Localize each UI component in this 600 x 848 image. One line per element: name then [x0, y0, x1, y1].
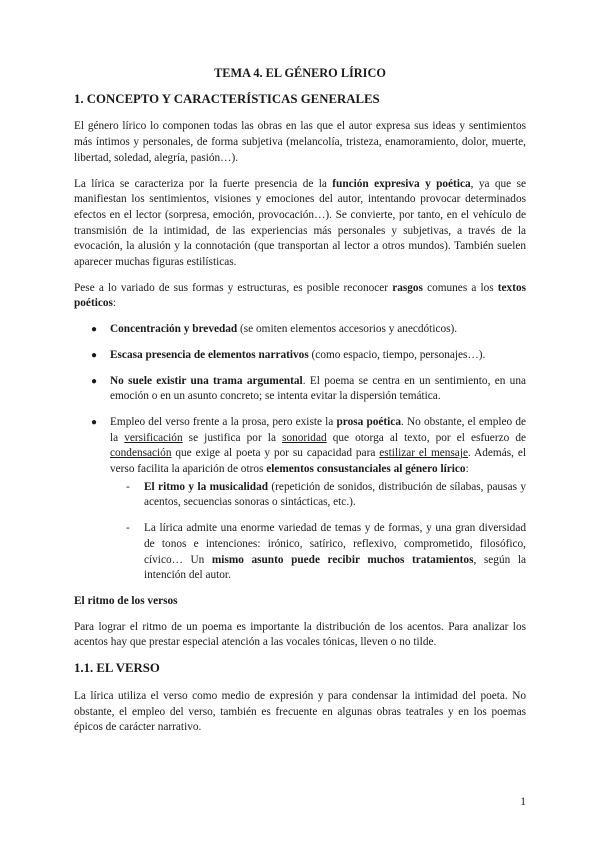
paragraph-traits-intro: Pese a lo variado de sus formas y estructuras, es posible reconocer rasgos comunes a los textos poéticos: [74, 281, 526, 310]
paragraph-characteristics: La lírica se caracteriza por la fuerte presencia de la función expresiva y poética, ya que se manifiestan los sentimientos, visiones y emociones del autor, intentando provocar determinados efectos en el lector (sorpresa, emoción, provocación…). Se convierte, por tanto, en el vehículo de transmisión de la intimidad, de las experiencias más personales y subjetivas, a través de la evocación, la alusión y la connotación (que transportan al lector a otros mundos). También suelen aparecer muchas figuras estilísticas. [74, 177, 526, 269]
paragraph-rhythm: Para lograr el ritmo de un poema es importante la distribución de los acentos. Para analizar los acentos hay que prestar especial atención a las vocales tónicas, lleven o no tilde. [74, 620, 526, 649]
document-title: TEMA 4. EL GÉNERO LÍRICO [214, 66, 386, 80]
sub-list-item: - La lírica admite una enorme variedad de temas y de formas, y una gran diversidad de tonos e intenciones: irónico, satírico, reflexivo, comprometido, filosófico, cívico… Un mismo asunto puede recibir muchos tratamientos, según la intención del autor. [126, 522, 526, 582]
document-page [74, 66, 526, 746]
list-item: ● No suele existir una trama argumental. El poema se centra en un sentimiento, en una emoción o en un asunto concreto; se intenta evitar la dispersión temática. [91, 374, 526, 403]
dash-icon: - [126, 480, 130, 493]
paragraph-definition: El género lírico lo componen todas las obras en las que el autor expresa sus ideas y sentimientos más íntimos y personales, de forma subjetiva (melancolía, tristeza, enamoramiento, dolor, muerte, libertad, soledad, alegría, pasión…). [74, 120, 526, 164]
list-item: ● Empleo del verso frente a la prosa, pero existe la prosa poética. No obstante, el empleo de la versificación se justifica por la sonoridad que otorga al texto, por el esfuerzo de condensación que exige al poeta y por su capacidad para estilizar el mensaje. Además, el verso facilita la aparición de otros elementos consustanciales al género lírico: - El ritmo y la musicalidad (repetición de sonidos, distribución de sílabas, pausas y acentos, secuencias sonoras o sintácticas, etc.). - La lírica admite una enorme variedad de temas y de formas, y una gran diversidad de tonos e intenciones: irónico, satírico, reflexivo, comprometido, filosófico, cívico… Un mismo asunto puede recibir muchos tratamientos, según la intención del autor. [74, 415, 526, 584]
paragraph-verse: La lírica utiliza el verso como medio de expresión y para condensar la intimidad del poeta. No obstante, el empleo del verso, también es frecuente en algunas obras teatrales y en los poemas épicos de carácter narrativo. [74, 689, 526, 734]
list-item: ● Concentración y brevedad (se omiten elementos accesorios y anecdóticos). [74, 322, 526, 338]
bullet-icon: ● [91, 416, 98, 428]
section-1-heading: 1. CONCEPTO Y CARACTERÍSTICAS GENERALES [74, 91, 380, 106]
dash-icon: - [126, 522, 130, 535]
sub-list [110, 480, 526, 584]
list-item: ● Escasa presencia de elementos narrativos (como espacio, tiempo, personajes…). [74, 348, 526, 364]
section-1-1-heading: 1.1. EL VERSO [74, 661, 160, 676]
bullet-icon: ● [91, 349, 98, 361]
bullet-icon: ● [91, 324, 98, 336]
page-number: 1 [520, 796, 526, 808]
bullet-icon: ● [91, 375, 98, 387]
rhythm-heading: El ritmo de los versos [74, 594, 178, 607]
traits-list [74, 322, 526, 584]
sub-list-item: - El ritmo y la musicalidad (repetición de sonidos, distribución de sílabas, pausas y acentos, secuencias sonoras o sintácticas, etc.). [126, 480, 526, 509]
